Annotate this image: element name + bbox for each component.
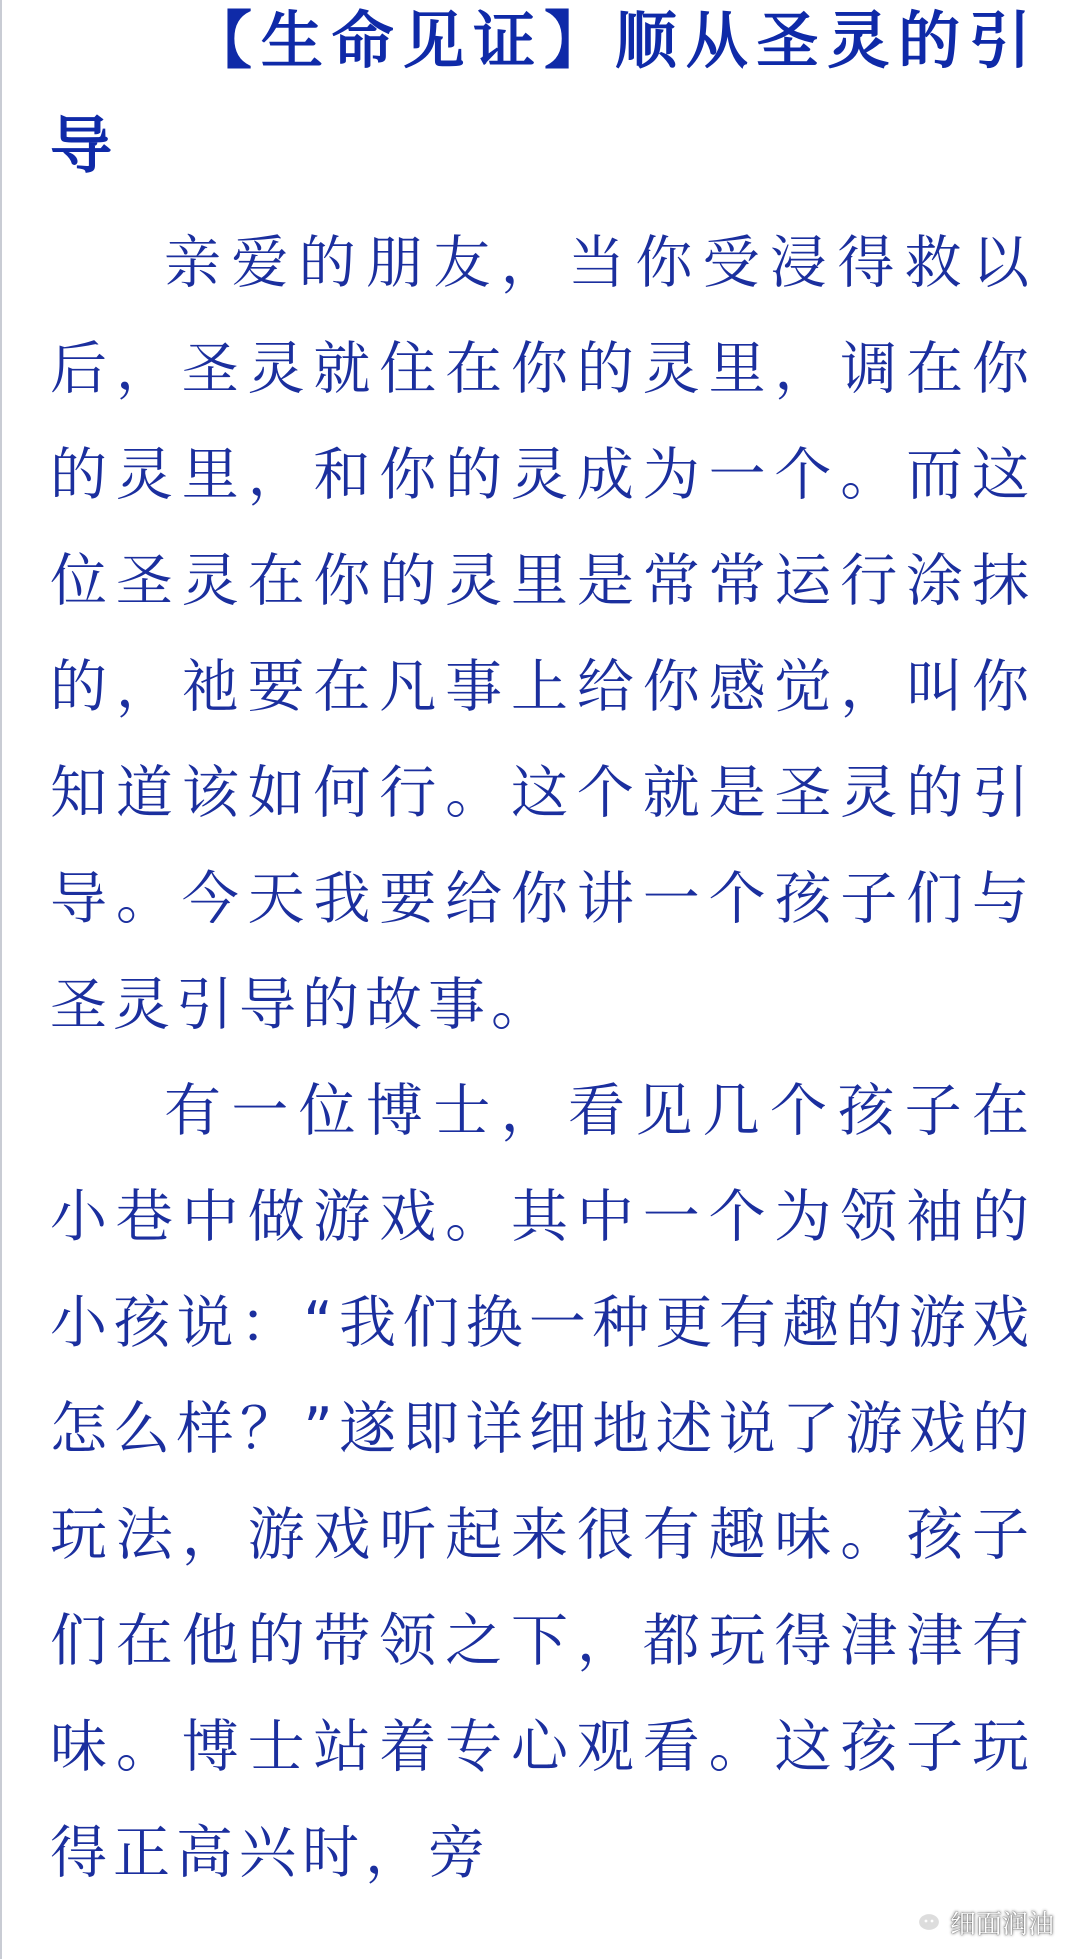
article-paragraph: 亲爱的朋友，当你受浸得救以后，圣灵就住在你的灵里，调在你的灵里，和你的灵成为一个。而这位圣灵在你的灵里是常常运行涂抹的，祂要在凡事上给你感觉，叫你知道该如何行。这个就是圣灵的引导。今天我要给你讲一个孩子们与圣灵引导的故事。	[50, 230, 1035, 1038]
article	[50, 0, 1035, 1906]
watermark-text: 细面润油	[949, 1910, 1054, 1940]
article-title: 【生命见证】顺从圣灵的引导	[50, 4, 1035, 182]
wechat-icon	[906, 1904, 942, 1941]
article-paragraph: 有一位博士，看见几个孩子在小巷中做游戏。其中一个为领袖的小孩说：“我们换一种更有趣的游戏怎么样？”遂即详细地述说了游戏的玩法，游戏听起来很有趣味。孩子们在他的带领之下，都玩得津津有味。博士站着专心观看。这孩子玩得正高兴时，旁	[50, 1078, 1035, 1886]
left-border-line	[0, 0, 2, 1959]
watermark	[906, 1904, 1054, 1941]
